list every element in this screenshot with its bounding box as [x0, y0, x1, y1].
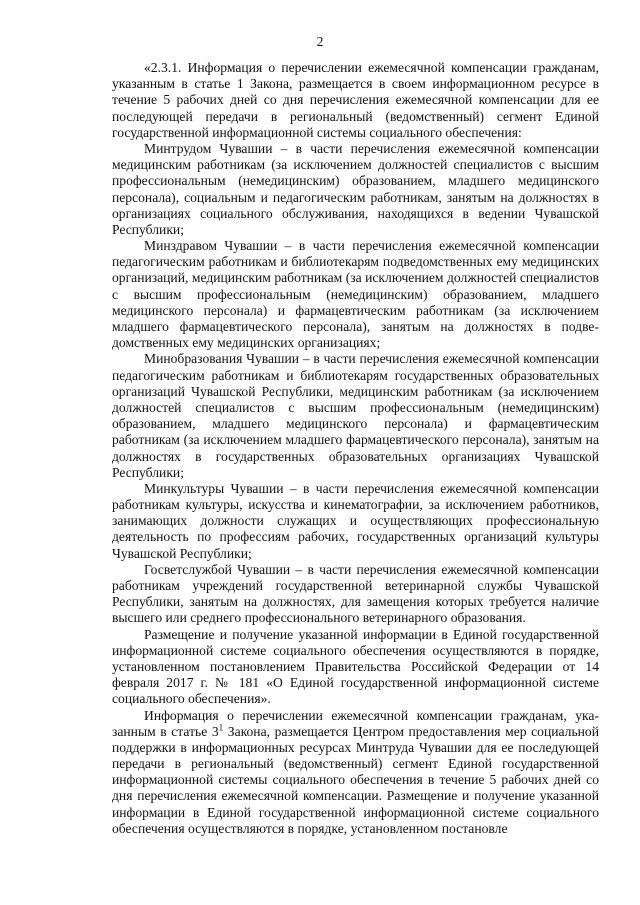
paragraph-minkultury: Минкультуры Чувашии – в части перечисления ежемесячной компенсации работникам культуры, искусства и кинематографии, за исключением работников, занимающих должности служащих и осуществляющих профессиональную деятельность по профессиям рабочих, государственных организаций культуры Чувашской Республики; [112, 480, 599, 561]
paragraph-text: Информация о перечислении ежемесячной компенсации гражданам, указанным в статье 3 [112, 707, 599, 739]
paragraph-minzdrav: Минздравом Чувашии – в части перечисления ежемесячной компенсации педагогическим работникам и библиотекарям подведомственных ему медицинских организаций, медицинским работникам (за исключением должностей специалистов с высшим профессиональным (немедицинским) образованием, младшего медицинского персонала) и фармацевтическим работникам (за исключением младшего фармацевтического персонала), занятым на должностях в подведомственных ему медицинских организациях; [112, 238, 599, 351]
document-body [112, 60, 599, 837]
paragraph-minobrazovaniya: Минобразования Чувашии – в части перечисления ежемесячной компенсации педагогическим работникам и библиотекарям государственных образовательных организаций Чувашской Республики, медицинским работникам (за исключением должностей специалистов с высшим профессиональным (немедицинским) образованием, младшего медицинского персонала) и фармацевтическим работникам (за исключением младшего фармацевтического персонала), занятым на должностях в государственных образовательных организациях Чувашской Республики; [112, 351, 599, 480]
page-number: 2 [316, 34, 324, 49]
paragraph-2-3-1: «2.3.1. Информация о перечислении ежемесячной компенсации гражданам, указанным в статье 1 Закона, размещается в своем информационном ресурсе в течение 5 рабочих дней со дня перечисления ежемесячной компенсации для ее последующей передачи в региональный (ведомственный) сегмент Единой государственной информационной системы социального обеспечения: [112, 60, 599, 140]
paragraph-placement-procedure: Размещение и получение указанной информации в Единой государственной информационной системе социального обеспечения осуществляются в порядке, установленном постановлением Правительства Российской Федерации от 14 февраля 2017 г. № 181 «О Единой государственной информационной системе социального обеспечения». [112, 626, 599, 707]
paragraph-article-3-1 [112, 708, 599, 838]
paragraph-mintrud: Минтрудом Чувашии – в части перечисления ежемесячной компенсации медицинским работникам (за исключением должностей специалистов с высшим профессиональным (немедицинским) образованием, младшего медицинского персонала), социальным и педагогическим работникам, занятым на должностях в организациях социального обслуживания, находящихся в ведении Чувашской Республики; [112, 140, 599, 237]
paragraph-gosvetsluzhba: Госветслужбой Чувашии – в части перечисления ежемесячной компенсации работникам учреждений государственной ветеринарной службы Чувашской Республики, занятым на должностях, для замещения которых требуется наличие высшего или среднего профессионального ветеринарного образования. [112, 561, 599, 626]
superscript-article-number: 1 [218, 722, 224, 733]
paragraph-text-continued: Закона, размещается Центром предоставления мер социальной поддержки в информационных ресурсах Минтруда Чувашии для ее последующей передачи в региональный (ведомственный) сегмент Единой государственной информационной системы социального обеспечения в течение 5 рабочих дней со дня перечисления ежемесячной компенсации. Размещение и получение указанной информации в Единой государственной информационной системе социального обеспечения осуществляются в порядке, установленном постановле [112, 723, 599, 836]
